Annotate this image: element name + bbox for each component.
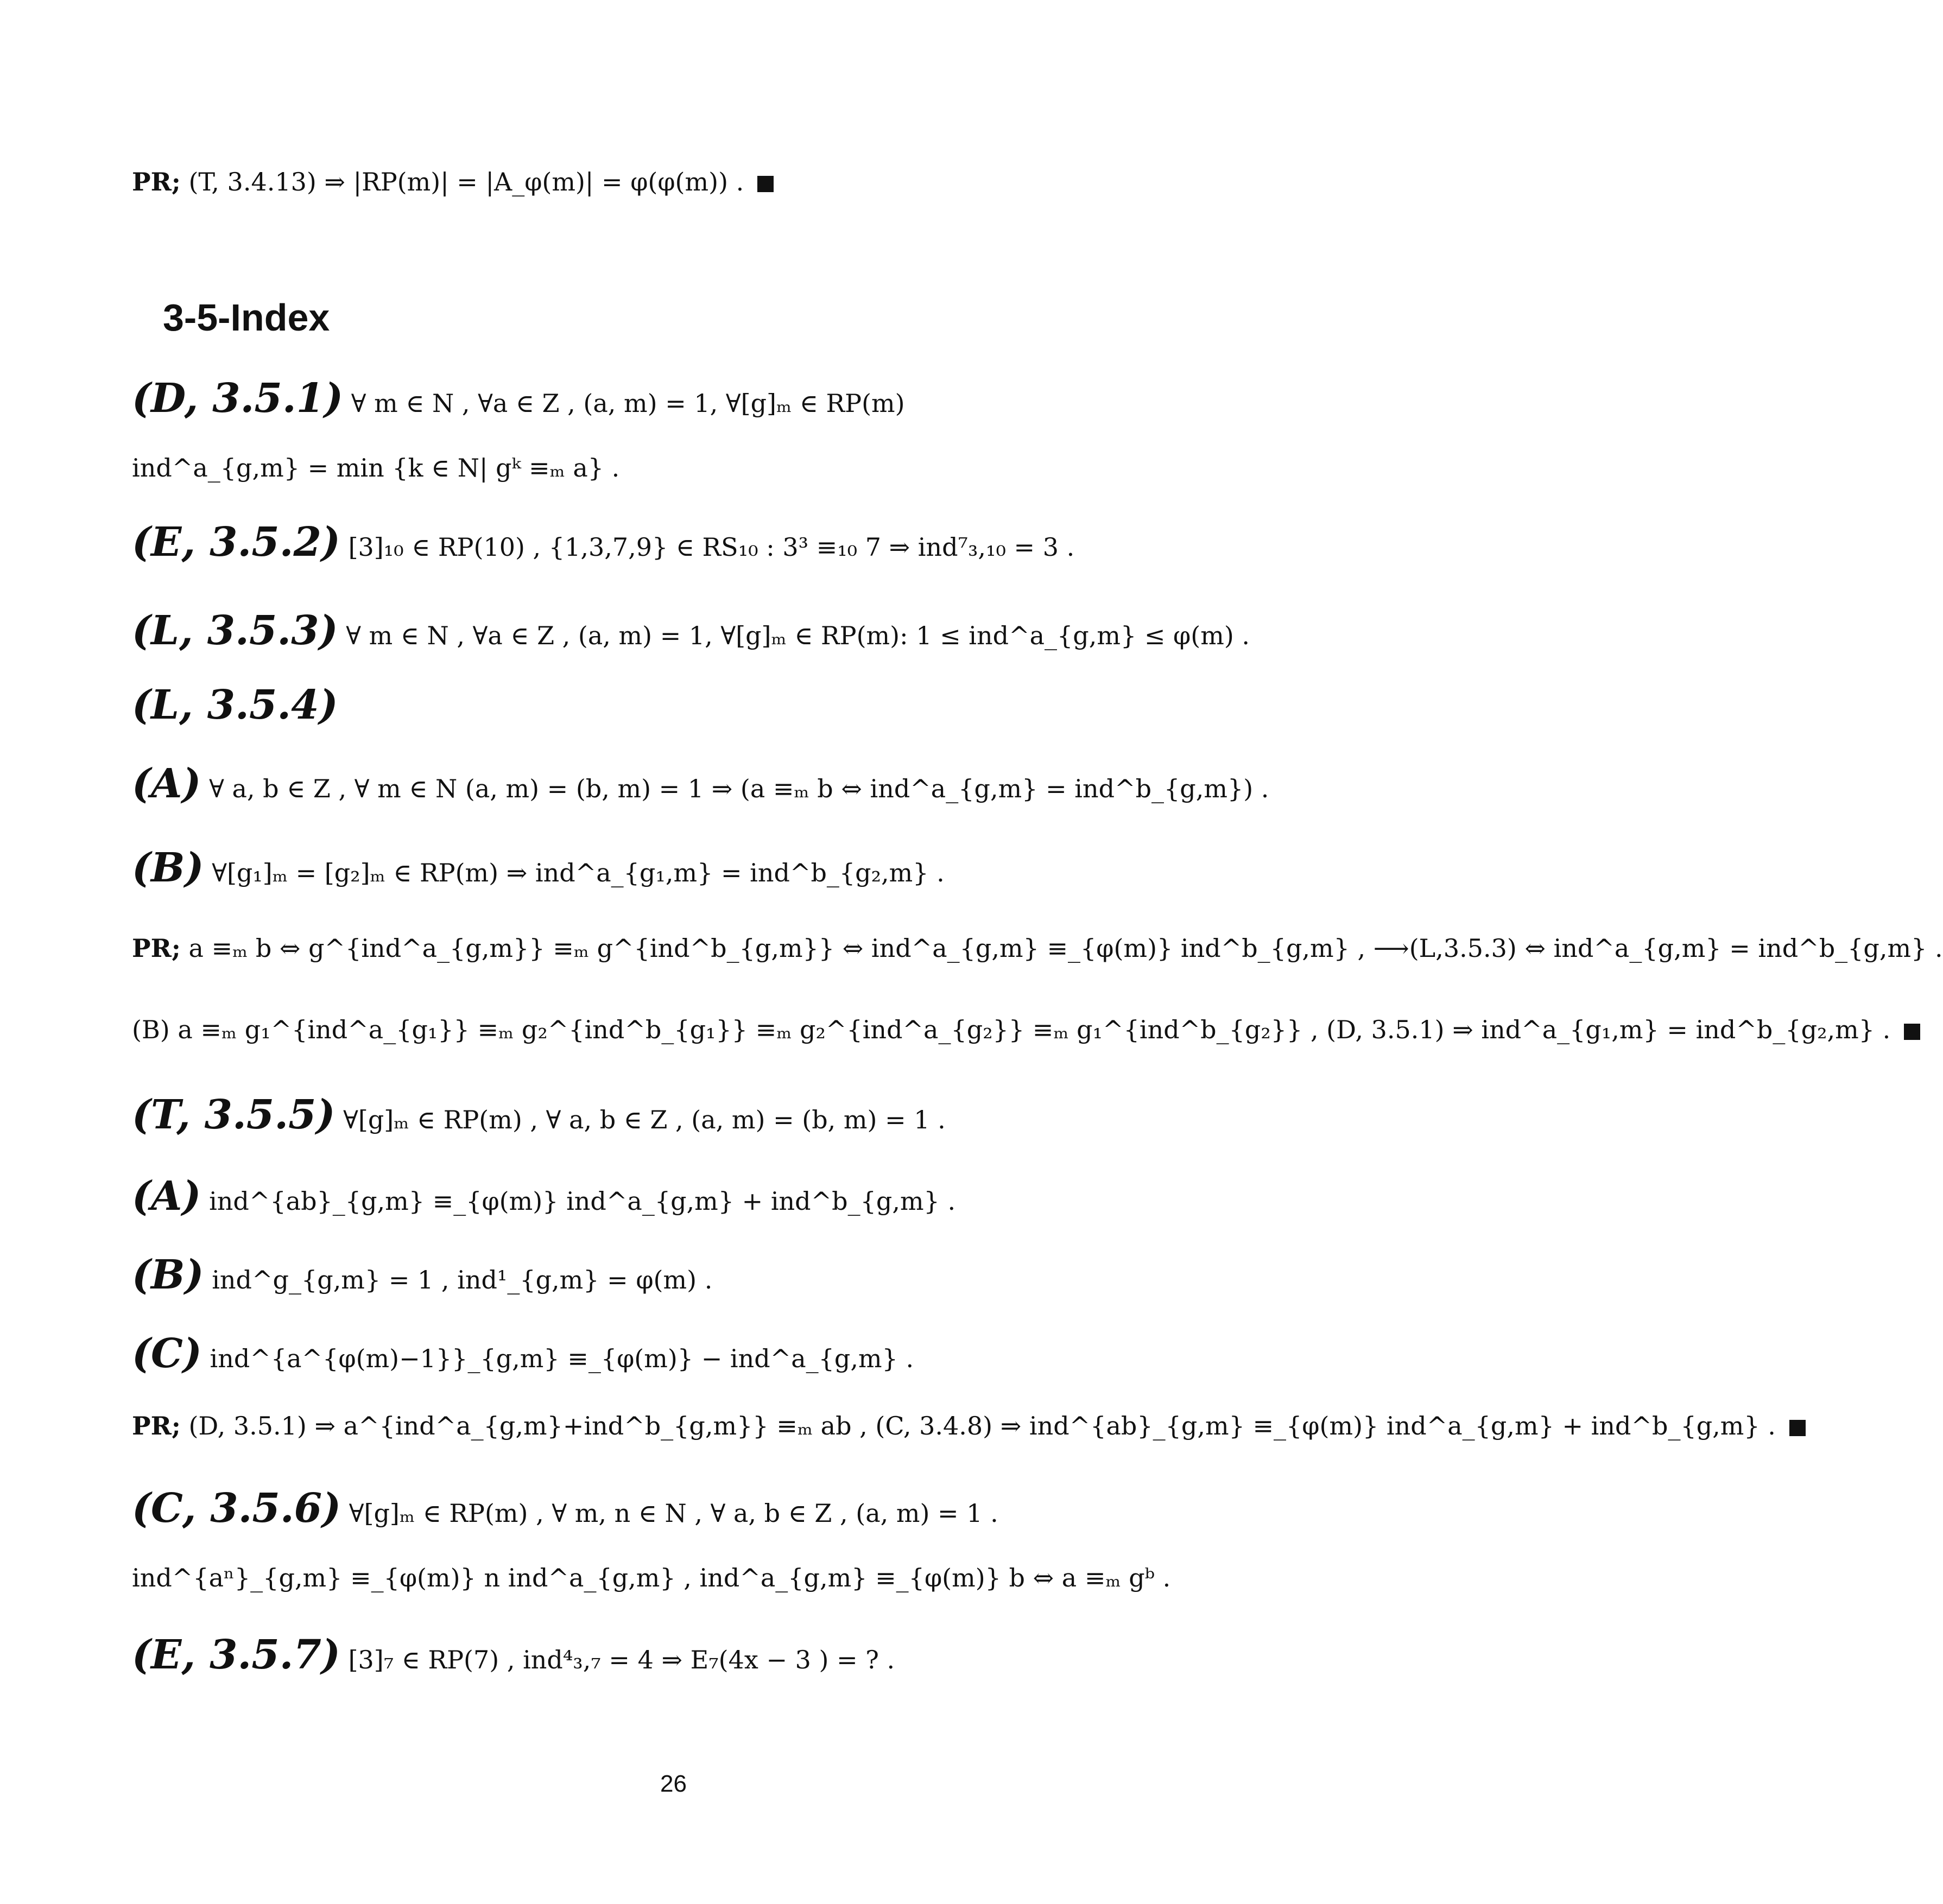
qed-square-icon xyxy=(1904,1024,1920,1040)
proof-label: PR; xyxy=(132,1411,181,1440)
theorem-3-5-5-part-b xyxy=(132,1251,1238,1299)
item-text: ∀[g]ₘ ∈ RP(m) , ∀ m, n ∈ N , ∀ a, b ∈ Z , (a, m) = 1 . xyxy=(349,1499,998,1528)
item-label: (L, 3.5.3) xyxy=(132,607,338,654)
item-label: (E, 3.5.2) xyxy=(132,519,340,566)
formula-text: ind^{aⁿ}_{g,m} ≡_{φ(m)} n ind^a_{g,m} , ind^a_{g,m} ≡_{φ(m)} b ⇔ a ≡ₘ gᵇ . xyxy=(132,1563,1171,1592)
item-label: (L, 3.5.4) xyxy=(132,682,338,728)
lemma-3-5-4-part-a xyxy=(132,760,1269,808)
qed-square-icon xyxy=(757,176,774,192)
proof-text: a ≡ₘ b ⇔ g^{ind^a_{g,m}} ≡ₘ g^{ind^b_{g,m}} ⇔ ind^a_{g,m} ≡_{φ(m)} ind^b_{g,m} , ⟶(L,3.5.3) ⇔ ind^a_{g,m} = ind^b_{g,m} . xyxy=(188,934,1943,963)
page-number: 26 xyxy=(660,1770,687,1797)
part-text: ∀ a, b ∈ Z , ∀ m ∈ N (a, m) = (b, m) = 1 ⇒ (a ≡ₘ b ⇔ ind^a_{g,m} = ind^b_{g,m}) . xyxy=(209,774,1269,803)
proof-line-2 xyxy=(132,934,1943,963)
lemma-3-5-3 xyxy=(132,607,1250,655)
theorem-3-5-5-part-a xyxy=(132,1172,1238,1221)
proof-label: PR; xyxy=(132,934,181,963)
proof-label: PR; xyxy=(132,167,181,196)
item-text: ∀ m ∈ N , ∀a ∈ Z , (a, m) = 1, ∀[g]ₘ ∈ RP(m) xyxy=(351,389,905,418)
part-label: (C) xyxy=(132,1330,202,1377)
lemma-3-5-4-part-b xyxy=(132,844,1238,892)
corollary-3-5-6 xyxy=(132,1484,1238,1533)
section-heading: 3-5-Index xyxy=(163,296,330,339)
part-text: ∀[g₁]ₘ = [g₂]ₘ ∈ RP(m) ⇒ ind^a_{g₁,m} = ind^b_{g₂,m} . xyxy=(212,858,945,887)
proof-text: (D, 3.5.1) ⇒ a^{ind^a_{g,m}+ind^b_{g,m}} ≡ₘ ab , (C, 3.4.8) ⇒ ind^{ab}_{g,m} ≡_{φ(m)} ind^a_{g,m} + ind^b_{g,m} . xyxy=(188,1411,1776,1440)
item-text: ∀ m ∈ N , ∀a ∈ Z , (a, m) = 1, ∀[g]ₘ ∈ RP(m): 1 ≤ ind^a_{g,m} ≤ φ(m) . xyxy=(346,621,1250,650)
item-label: (C, 3.5.6) xyxy=(132,1485,341,1532)
part-label: (B) xyxy=(132,845,204,891)
part-label: (B) xyxy=(132,1252,204,1298)
proof-text: (T, 3.4.13) ⇒ |RP(m)| = |A_φ(m)| = φ(φ(m)) . xyxy=(188,167,744,196)
part-label: (A) xyxy=(132,760,201,807)
proof-text: (B) a ≡ₘ g₁^{ind^a_{g₁}} ≡ₘ g₂^{ind^b_{g₁}} ≡ₘ g₂^{ind^a_{g₂}} ≡ₘ g₁^{ind^b_{g₂}} , (D, 3.5.1) ⇒ ind^a_{g₁,m} = ind^b_{g₂,m} . xyxy=(132,1015,1891,1044)
theorem-3-5-5 xyxy=(132,1091,1238,1139)
proof-line-3 xyxy=(132,1411,1776,1441)
part-label: (A) xyxy=(132,1173,201,1220)
qed-square-icon xyxy=(1789,1420,1806,1436)
part-text: ind^{ab}_{g,m} ≡_{φ(m)} ind^a_{g,m} + ind^b_{g,m} . xyxy=(209,1186,956,1216)
theorem-3-5-5-part-c xyxy=(132,1330,1238,1378)
definition-3-5-1 xyxy=(132,375,1238,423)
formula-text: ind^a_{g,m} = min {k ∈ N| gᵏ ≡ₘ a} . xyxy=(132,453,620,483)
item-label: (T, 3.5.5) xyxy=(132,1091,336,1138)
item-text: [3]₁₀ ∈ RP(10) , {1,3,7,9} ∈ RS₁₀ : 3³ ≡₁₀ 7 ⇒ ind⁷₃,₁₀ = 3 . xyxy=(348,532,1075,562)
proof-line-1 xyxy=(132,167,1238,197)
item-text: ∀[g]ₘ ∈ RP(m) , ∀ a, b ∈ Z , (a, m) = (b, m) = 1 . xyxy=(343,1105,946,1134)
part-text: ind^g_{g,m} = 1 , ind¹_{g,m} = φ(m) . xyxy=(212,1265,713,1294)
item-label: (D, 3.5.1) xyxy=(132,375,344,422)
proof-line-2-b xyxy=(132,1015,1891,1045)
item-text: [3]₇ ∈ RP(7) , ind⁴₃,₇ = 4 ⇒ E₇(4x − 3 ) = ? . xyxy=(348,1645,895,1674)
lemma-3-5-4 xyxy=(132,681,1238,729)
item-label: (E, 3.5.7) xyxy=(132,1632,340,1678)
example-3-5-2 xyxy=(132,518,1238,567)
definition-3-5-1-formula xyxy=(132,453,1238,483)
part-text: ind^{a^{φ(m)−1}}_{g,m} ≡_{φ(m)} − ind^a_{g,m} . xyxy=(210,1344,914,1373)
example-3-5-7 xyxy=(132,1631,1238,1679)
corollary-3-5-6-formula xyxy=(132,1563,1238,1593)
